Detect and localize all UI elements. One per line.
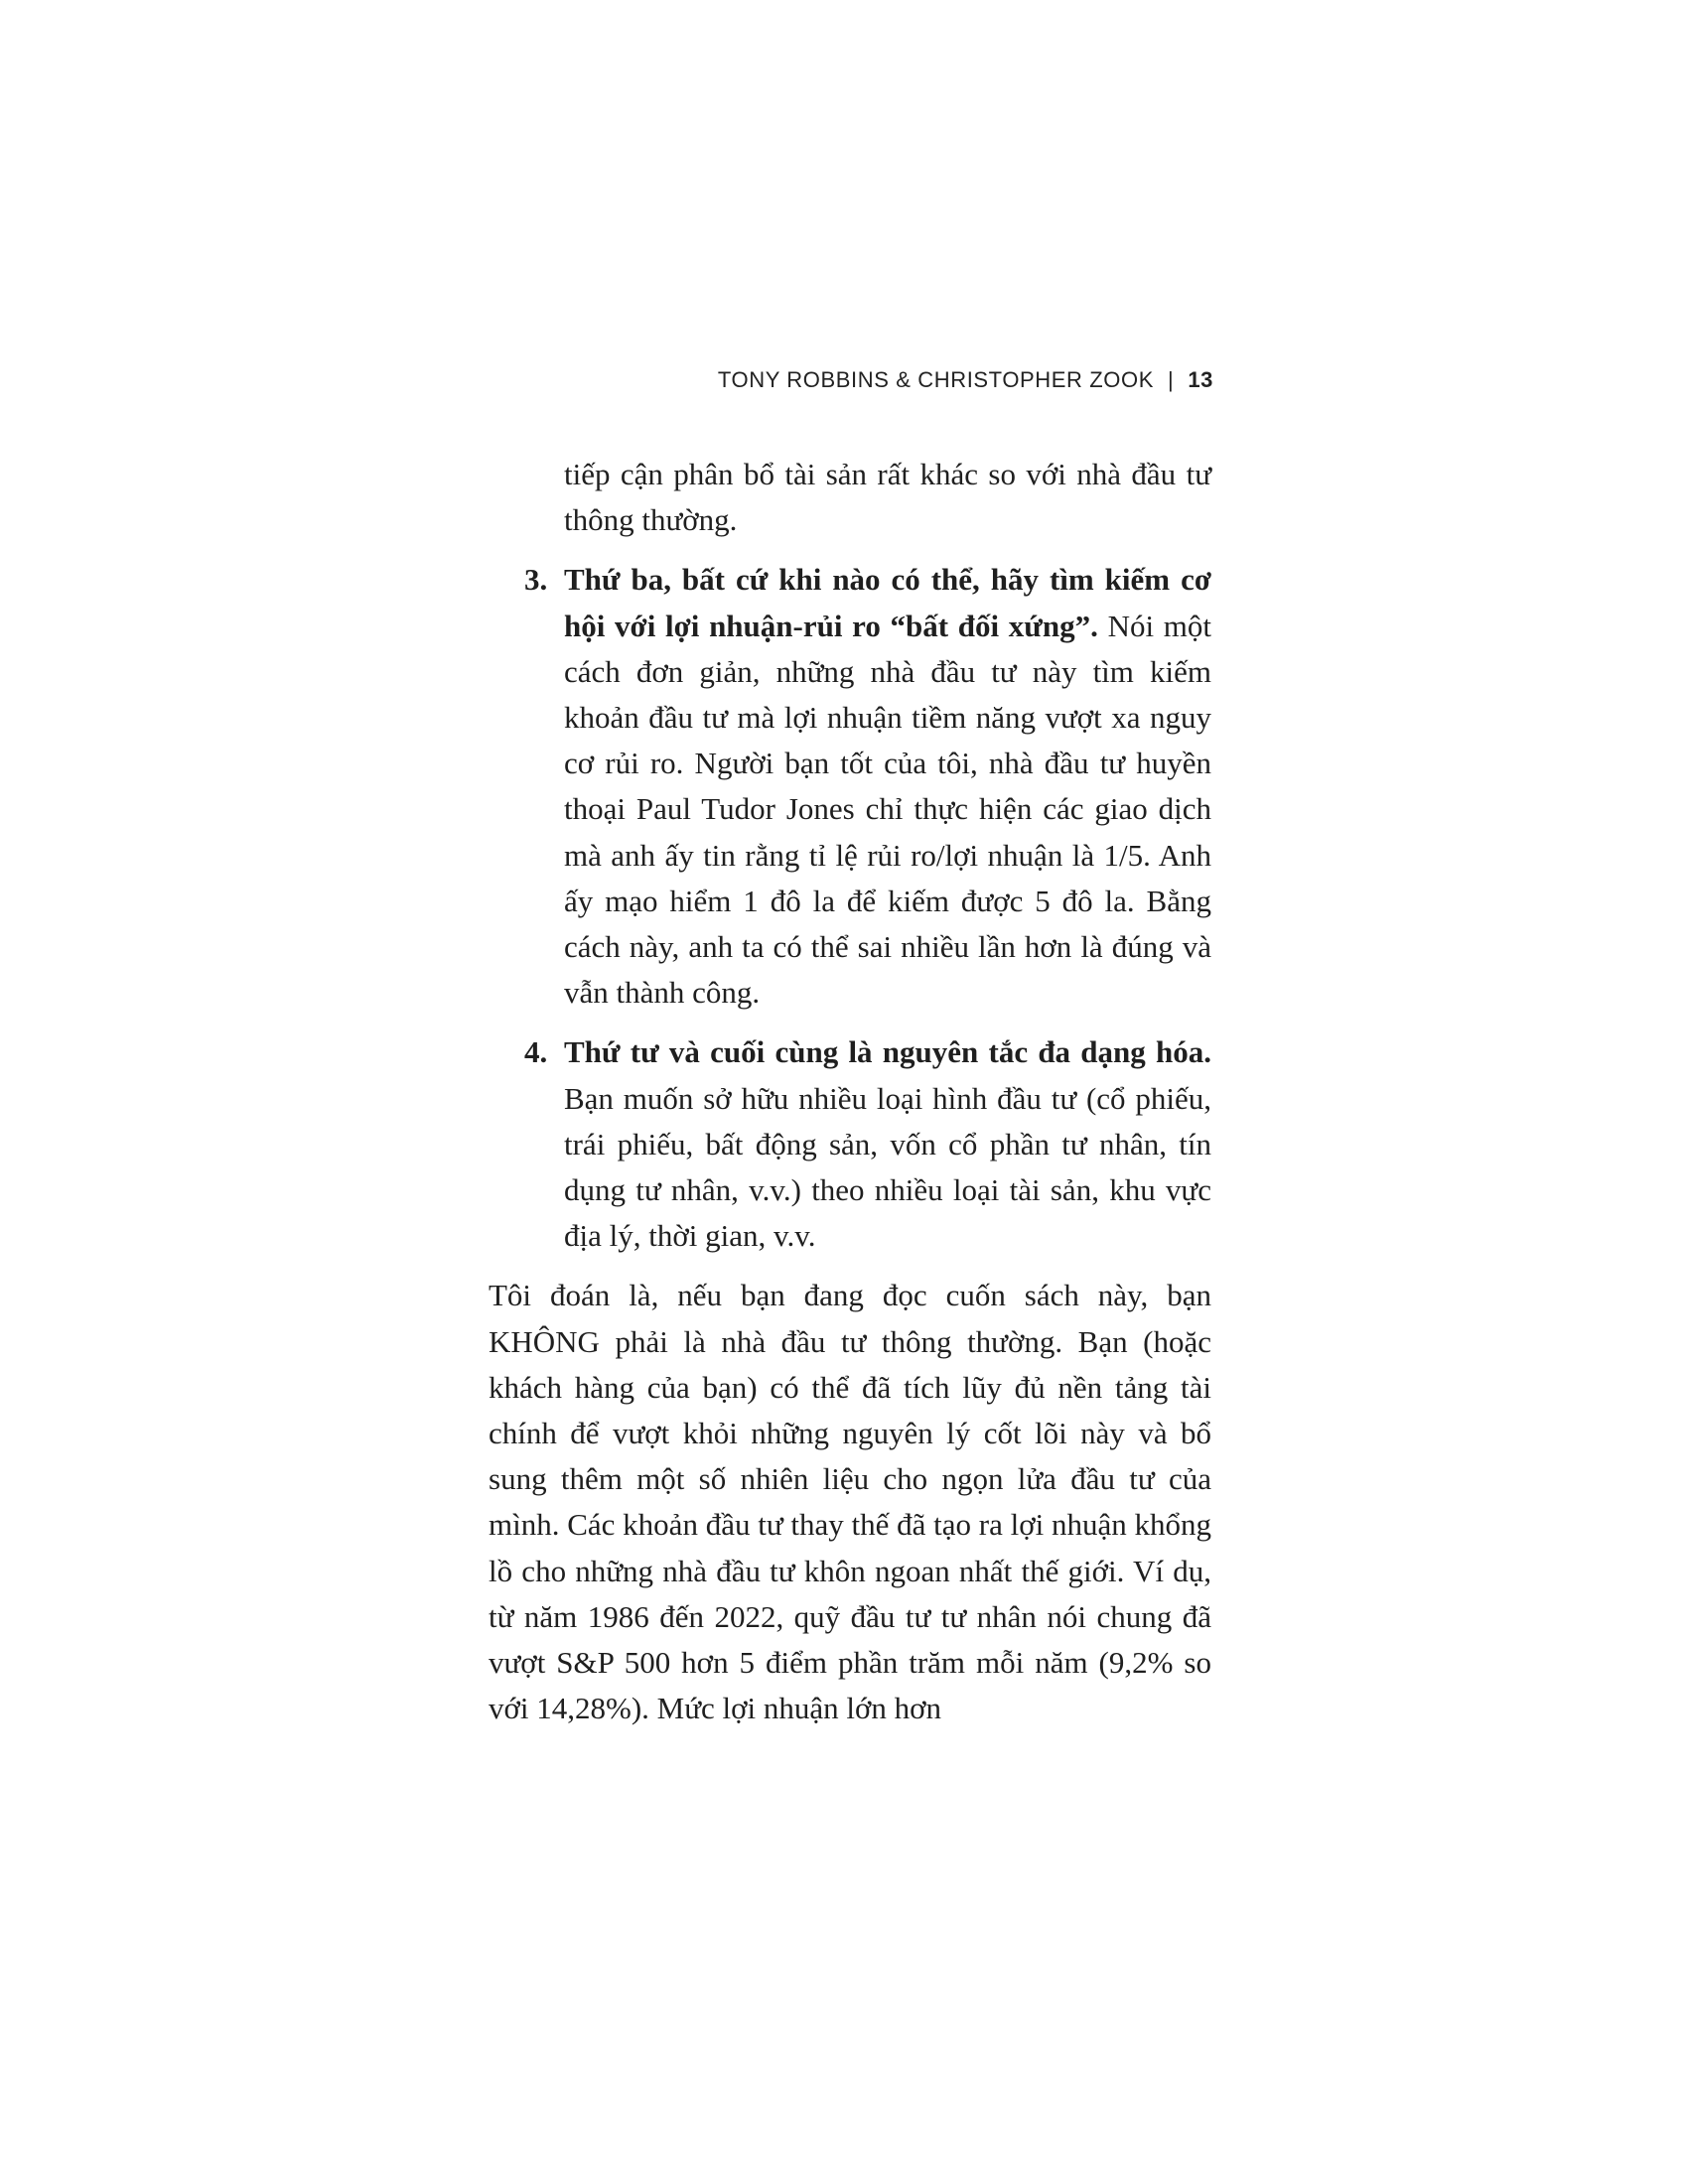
- list-item-4: [489, 1029, 1211, 1259]
- list-item-text: Bạn muốn sở hữu nhiều loại hình đầu tư (cổ phiếu, trái phiếu, bất động sản, vốn cổ phần tư nhân, tín dụng tư nhân, v.v.) theo nhiều loại tài sản, khu vực địa lý, thời gian, v.v.: [564, 1080, 1211, 1254]
- list-item-lead: Thứ ba, bất cứ khi nào có thể, hãy tìm kiếm cơ hội với lợi nhuận-rủi ro “bất đối xứng”.: [564, 562, 1211, 643]
- list-item-3: [489, 557, 1211, 1016]
- page-number: 13: [1188, 367, 1213, 392]
- list-number: 3.: [524, 562, 548, 598]
- header-separator: |: [1168, 367, 1175, 392]
- continuation-paragraph: tiếp cận phân bổ tài sản rất khác so với nhà đầu tư thông thường.: [564, 457, 1211, 538]
- page-body: [489, 452, 1211, 1731]
- list-item-text: Nói một cách đơn giản, những nhà đầu tư này tìm kiếm khoản đầu tư mà lợi nhuận tiềm năng vượt xa nguy cơ rủi ro. Người bạn tốt của tôi, nhà đầu tư huyền thoại Paul Tudor Jones chỉ thực hiện các giao dịch mà anh ấy tin rằng tỉ lệ rủi ro/lợi nhuận là 1/5. Anh ấy mạo hiểm 1 đô la để kiếm được 5 đô la. Bằng cách này, anh ta có thể sai nhiều lần hơn là đúng và vẫn thành công.: [564, 608, 1211, 1011]
- running-header: [718, 367, 1213, 393]
- body-paragraph: Tôi đoán là, nếu bạn đang đọc cuốn sách này, bạn KHÔNG phải là nhà đầu tư thông thường. Bạn (hoặc khách hàng của bạn) có thể đã tích lũy đủ nền tảng tài chính để vượt khỏi những nguyên lý cốt lõi này và bổ sung thêm một số nhiên liệu cho ngọn lửa đầu tư của mình. Các khoản đầu tư thay thế đã tạo ra lợi nhuận khổng lồ cho những nhà đầu tư khôn ngoan nhất thế giới. Ví dụ, từ năm 1986 đến 2022, quỹ đầu tư tư nhân nói chung đã vượt S&P 500 hơn 5 điểm phần trăm mỗi năm (9,2% so với 14,28%). Mức lợi nhuận lớn hơn: [489, 1278, 1211, 1726]
- list-number: 4.: [524, 1034, 548, 1070]
- list-item-lead: Thứ tư và cuối cùng là nguyên tắc đa dạng hóa.: [564, 1034, 1211, 1070]
- running-title: TONY ROBBINS & CHRISTOPHER ZOOK: [717, 367, 1154, 392]
